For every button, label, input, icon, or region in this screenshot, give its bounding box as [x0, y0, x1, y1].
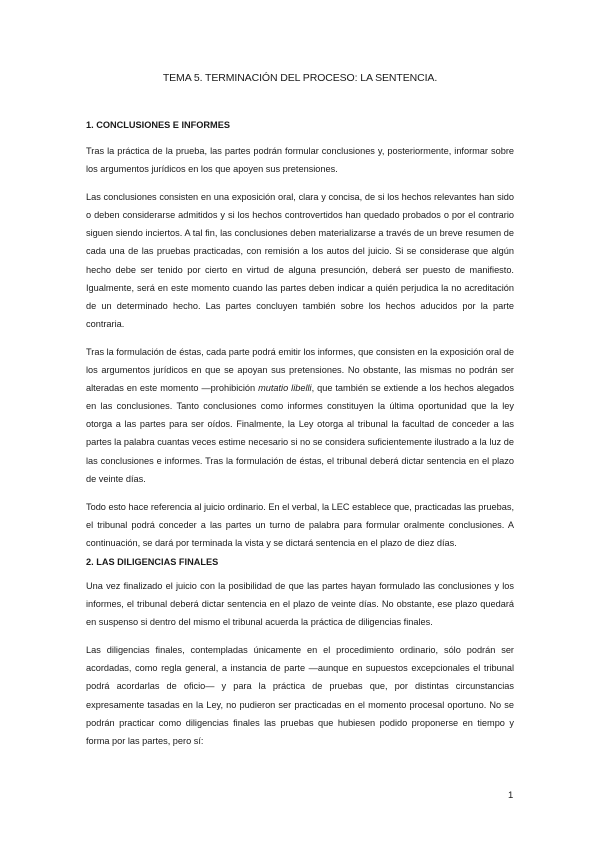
- paragraph: Las diligencias finales, contempladas únicamente en el procedimiento ordinario, sólo podrán ser acordadas, como regla general, a instancia de parte —aunque en supuestos excepcionales el tribunal podrá acordarlas de oficio— y para la práctica de pruebas que, por distintas circunstancias expresamente tasadas en la Ley, no pudieron ser practicadas en el momento procesal oportuno. No se podrán practicar como diligencias finales las pruebas que hubiesen podido proponerse en tiempo y forma por las partes, pero sí:: [86, 645, 514, 746]
- section-heading: 1. CONCLUSIONES E INFORMES: [86, 120, 230, 130]
- paragraph: Las conclusiones consisten en una exposición oral, clara y concisa, de si los hechos relevantes han sido o deben considerarse admitidos y si los hechos controvertidos han quedado probados o por el contrario siguen siendo inciertos. A tal fin, las conclusiones deben materializarse a través de un breve resumen de cada una de las pruebas practicadas, con remisión a los autos del juicio. Si se considerase que algún hecho debe ser tenido por cierto en virtud de alguna presunción, deberá ser puesto de manifiesto. Igualmente, será en este momento cuando las partes deben indicar a quién perjudica la no acreditación de un determinado hecho. Las partes concluyen también sobre los hechos aducidos por la parte contraria.: [86, 192, 514, 329]
- paragraph-text: Tras la formulación de éstas, cada parte podrá emitir los informes, que consisten en la exposición oral de los argumentos jurídicos en que se apoyan sus pretensiones. No obstante, las mismas no podrán ser alteradas en este momento —prohibición: [86, 346, 514, 394]
- section-diligencias: [86, 557, 514, 567]
- page-number: 1: [508, 790, 514, 801]
- paragraph: Tras la práctica de la prueba, las partes podrán formular conclusiones y, posteriormente, informar sobre los argumentos jurídicos en los que apoyen sus pretensiones.: [86, 146, 514, 175]
- document-title: TEMA 5. TERMINACIÓN DEL PROCESO: LA SENTENCIA.: [162, 72, 438, 84]
- section-heading: 2. LAS DILIGENCIAS FINALES: [86, 557, 219, 567]
- section-conclusiones-body: [86, 142, 514, 562]
- section-diligencias-body: [86, 577, 514, 760]
- paragraph: [86, 343, 514, 488]
- paragraph-text: , que también se extiende a los hechos alegados en las conclusiones. Tanto conclusiones como informes constituyen la última oportunidad que la ley otorga a las partes para ser oídos. Finalmente, la Ley otorga al tribunal la facultad de conceder a las partes la palabra cuantas veces estime necesario si no se considera suficientemente ilustrado a la luz de las conclusiones e informes. Tras la formulación de éstas, el tribunal deberá dictar sentencia en el plazo de veinte días.: [86, 383, 514, 484]
- latin-term: mutatio libelli: [258, 383, 312, 394]
- paragraph: Todo esto hace referencia al juicio ordinario. En el verbal, la LEC establece que, practicadas las pruebas, el tribunal podrá conceder a las partes un turno de palabra para formular oralmente conclusiones. A continuación, se dará por terminada la vista y se dictará sentencia en el plazo de diez días.: [86, 501, 514, 548]
- section-conclusiones: [86, 120, 514, 130]
- paragraph: Una vez finalizado el juicio con la posibilidad de que las partes hayan formulado las conclusiones y los informes, el tribunal deberá dictar sentencia en el plazo de veinte días. No obstante, ese plazo quedará en suspenso si dentro del mismo el tribunal acuerda la práctica de diligencias finales.: [86, 581, 514, 628]
